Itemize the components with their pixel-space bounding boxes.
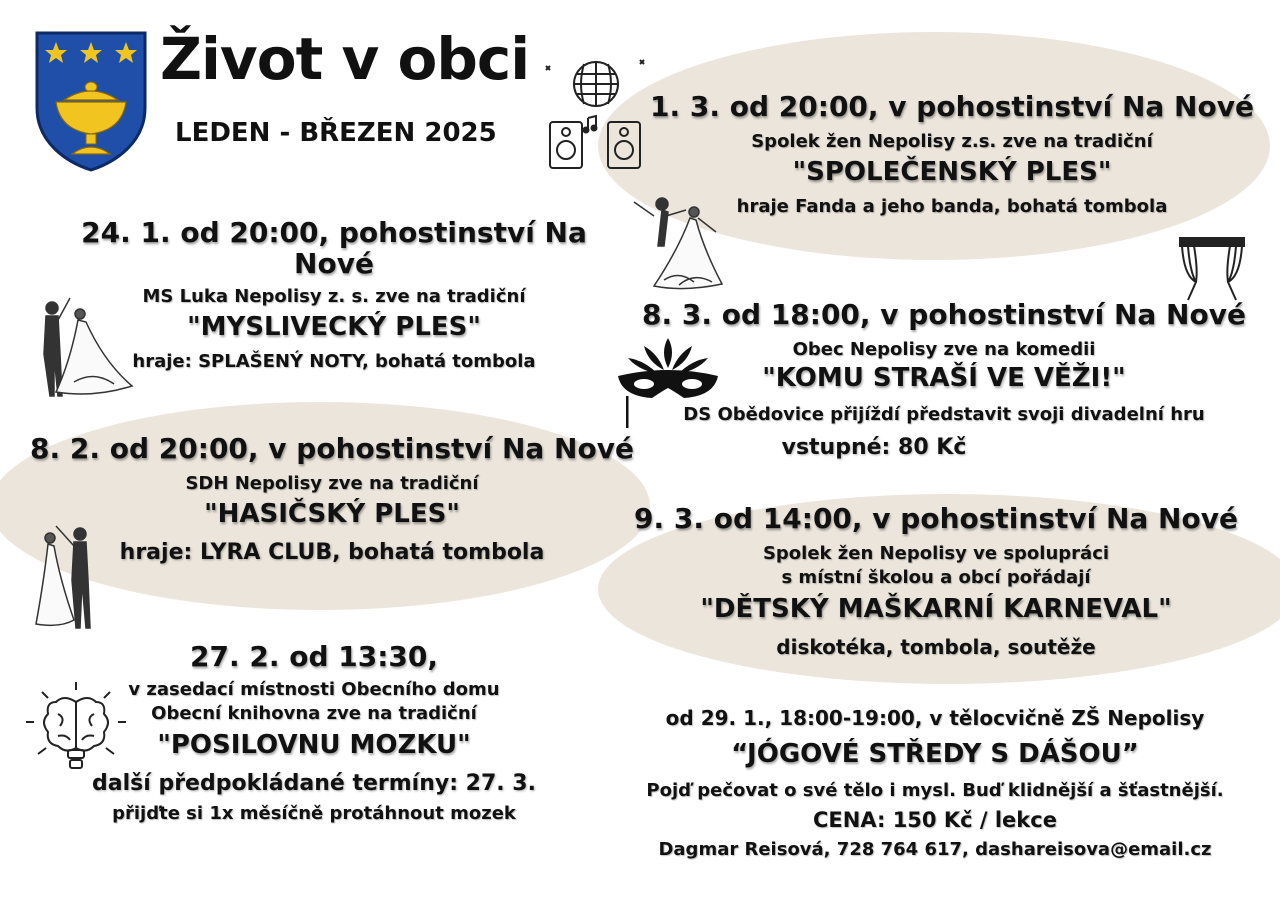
event-organizer: Obec Nepolisy zve na komedii: [792, 338, 1096, 360]
event-date: od 29. 1., 18:00-19:00, v tělocvičně ZŠ Nepolisy: [665, 706, 1205, 730]
event-hasicsky: [30, 434, 634, 567]
event-jogove-stredy: [620, 706, 1250, 861]
event-organizer: Obecní knihovna zve na tradiční: [151, 703, 477, 725]
event-music: hraje: LYRA CLUB, bohatá tombola: [119, 540, 545, 566]
event-description: DS Obědovice přijíždí představit svoji divadelní hru: [683, 404, 1205, 426]
event-date: 1. 3. od 20:00, v pohostinství Na Nové: [650, 90, 1254, 123]
event-title: "SPOLEČENSKÝ PLES": [792, 157, 1112, 188]
event-spolecensky: [650, 92, 1254, 219]
event-posilovna: [40, 642, 588, 826]
event-komu-strasi: [640, 300, 1248, 461]
event-organizer: MS Luka Nepolisy z. s. zve na tradiční: [142, 285, 526, 307]
event-location: v zasedací místnosti Obecního domu: [128, 678, 500, 700]
event-organizer: SDH Nepolisy zve na tradiční: [185, 472, 479, 494]
event-title: "DĚTSKÝ MAŠKARNÍ KARNEVAL": [700, 593, 1172, 624]
event-date: 27. 2. od 13:30,: [189, 640, 438, 673]
event-title: "KOMU STRAŠÍ VE VĚŽI!": [762, 363, 1126, 394]
event-title: "POSILOVNU MOZKU": [157, 729, 471, 760]
event-date: 8. 2. od 20:00, v pohostinství Na Nové: [30, 432, 634, 465]
event-date: 24. 1. od 20:00, pohostinství Na Nové: [81, 216, 587, 280]
event-title: “JÓGOVÉ STŘEDY S DÁŠOU”: [731, 739, 1139, 769]
event-next-dates: další předpokládané termíny: 27. 3.: [92, 770, 536, 796]
event-contact: Dagmar Reisová, 728 764 617, dashareisova@email.cz: [658, 838, 1212, 860]
event-program: diskotéka, tombola, soutěže: [776, 634, 1096, 659]
event-myslivecky: [40, 218, 628, 374]
theater-curtain-icon: [1178, 236, 1246, 302]
event-organizer: Spolek žen Nepolisy ve spolupráci: [762, 542, 1110, 564]
event-title: "HASIČSKÝ PLES": [204, 499, 460, 530]
event-note: přijďte si 1x měsíčně protáhnout mozek: [112, 803, 516, 825]
event-price: vstupné: 80 Kč: [781, 434, 967, 460]
event-price: CENA: 150 Kč / lekce: [813, 807, 1057, 832]
page-title: Život v obci: [160, 25, 530, 93]
event-organizer: Spolek žen Nepolisy z.s. zve na tradiční: [751, 130, 1153, 152]
event-description: Pojď pečovat o své tělo i mysl. Buď klidnější a šťastnější.: [646, 780, 1224, 802]
event-organizer-2: s místní školou a obcí pořádají: [781, 567, 1091, 589]
disco-speakers-icon: [540, 56, 652, 174]
event-music: hraje Fanda a jeho banda, bohatá tombola: [736, 196, 1168, 218]
coat-of-arms-icon: [34, 30, 148, 172]
page-subtitle: LEDEN - BŘEZEN 2025: [175, 118, 497, 148]
event-date: 8. 3. od 18:00, v pohostinství Na Nové: [642, 298, 1246, 331]
event-music: hraje: SPLAŠENÝ NOTY, bohatá tombola: [132, 351, 536, 373]
event-karneval: [630, 504, 1242, 660]
event-title: "MYSLIVECKÝ PLES": [187, 312, 481, 343]
event-date: 9. 3. od 14:00, v pohostinství Na Nové: [634, 502, 1238, 535]
